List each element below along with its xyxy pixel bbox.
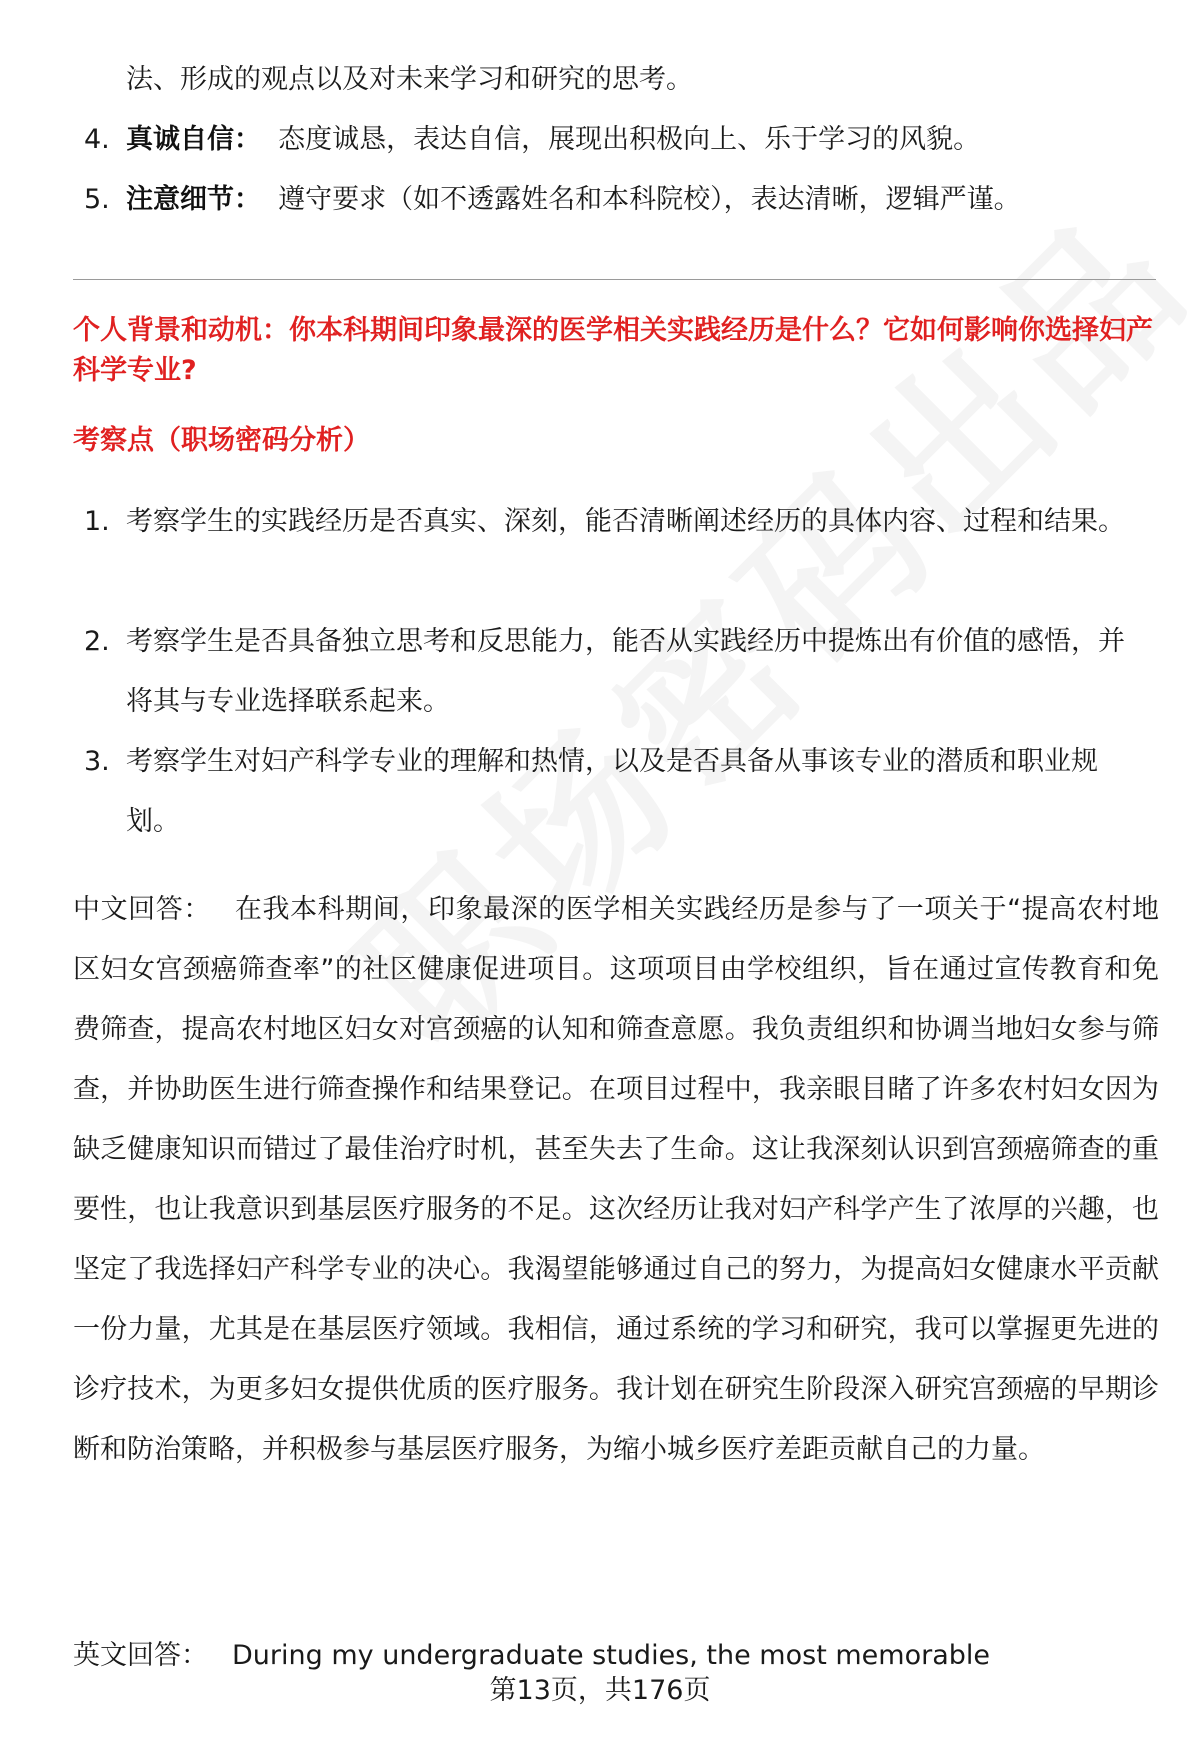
criteria-item bbox=[84, 110, 1144, 170]
item-number: 5. bbox=[84, 184, 110, 215]
item-number: 1. bbox=[84, 506, 110, 537]
chinese-answer bbox=[73, 880, 1159, 1480]
item-text: 考察学生的实践经历是否真实、深刻，能否清晰阐述经历的具体内容、过程和结果。 bbox=[126, 506, 1125, 537]
exam-point-item bbox=[84, 612, 1144, 732]
english-answer-label: 英文回答： bbox=[73, 1640, 208, 1671]
exam-point-item bbox=[84, 492, 1144, 552]
criteria-item bbox=[84, 170, 1144, 230]
item-text: 遵守要求（如不透露姓名和本科院校），表达清晰，逻辑严谨。 bbox=[278, 184, 1021, 215]
exam-points-heading: 考察点（职场密码分析） bbox=[73, 425, 370, 456]
page-number: 第13页，共176页 bbox=[489, 1675, 711, 1706]
item-number: 2. bbox=[84, 626, 110, 657]
item-number: 4. bbox=[84, 124, 110, 155]
chinese-answer-text: 在我本科期间，印象最深的医学相关实践经历是参与了一项关于“提高农村地区妇女宫颈癌筛查率”的社区健康促进项目。这项项目由学校组织，旨在通过宣传教育和免费筛查，提高农村地区妇女对宫颈癌的认知和筛查意愿。我负责组织和协调当地妇女参与筛查，并协助医生进行筛查操作和结果登记。在项目过程中，我亲眼目睹了许多农村妇女因为缺乏健康知识而错过了最佳治疗时机，甚至失去了生命。这让我深刻认识到宫颈癌筛查的重要性，也让我意识到基层医疗服务的不足。这次经历让我对妇产科学产生了浓厚的兴趣，也坚定了我选择妇产科学专业的决心。我渴望能够通过自己的努力，为提高妇女健康水平贡献一份力量，尤其是在基层医疗领域。我相信，通过系统的学习和研究，我可以掌握更先进的诊疗技术，为更多妇女提供优质的医疗服务。我计划在研究生阶段深入研究宫颈癌的早期诊断和防治策略，并积极参与基层医疗服务，为缩小城乡医疗差距贡献自己的力量。 bbox=[73, 894, 1159, 1465]
question-heading: 个人背景和动机：你本科期间印象最深的医学相关实践经历是什么？它如何影响你选择妇产科学专业? bbox=[73, 315, 1153, 386]
chinese-answer-label: 中文回答： bbox=[73, 894, 211, 925]
item-text: 考察学生是否具备独立思考和反思能力，能否从实践经历中提炼出有价值的感悟，并将其与专业选择联系起来。 bbox=[126, 626, 1125, 717]
section-divider bbox=[73, 279, 1156, 280]
intro-continuation: 法、形成的观点以及对未来学习和研究的思考。 bbox=[126, 64, 693, 95]
item-number: 3. bbox=[84, 746, 110, 777]
exam-point-item bbox=[84, 732, 1144, 852]
item-text: 考察学生对妇产科学专业的理解和热情，以及是否具备从事该专业的潜质和职业规划。 bbox=[126, 746, 1098, 837]
item-text: 态度诚恳，表达自信，展现出积极向上、乐于学习的风貌。 bbox=[278, 124, 981, 155]
english-answer-text: During my undergraduate studies, the most memorable bbox=[232, 1640, 990, 1671]
item-title: 注意细节： bbox=[126, 184, 261, 215]
item-title: 真诚自信： bbox=[126, 124, 261, 155]
